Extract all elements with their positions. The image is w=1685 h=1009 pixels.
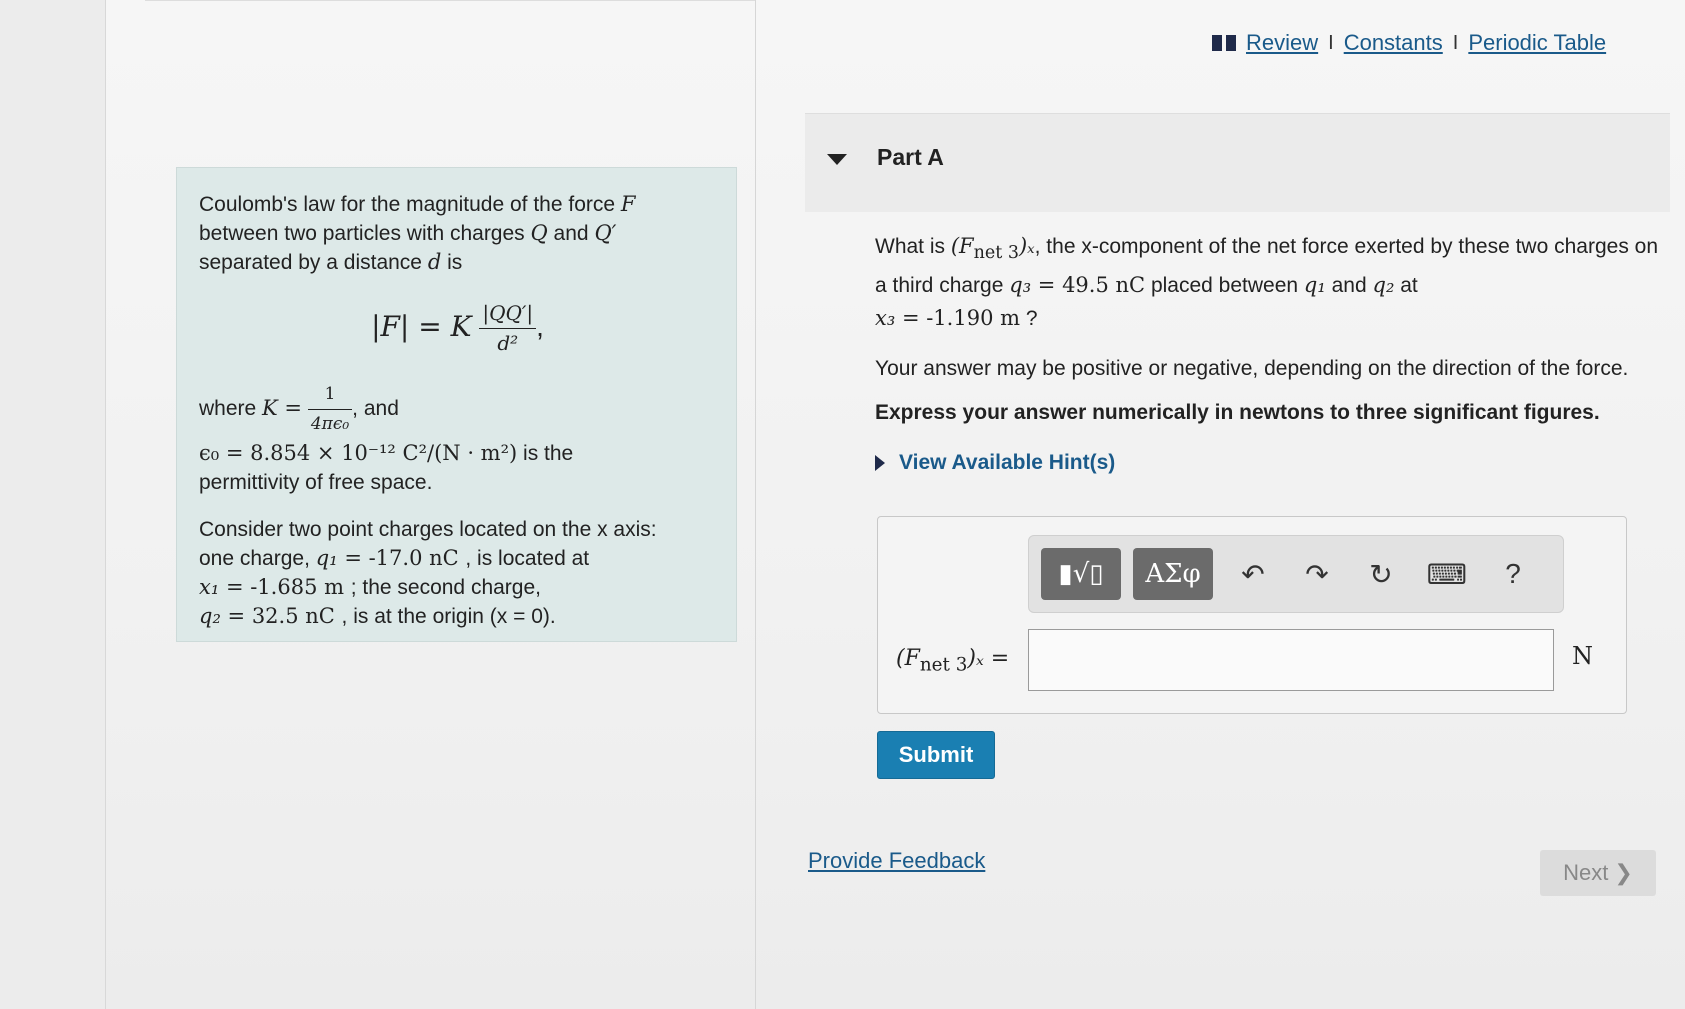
- column-divider: [755, 0, 756, 1009]
- charges-paragraph: Consider two point charges located on the x axis: one charge, q₁ = -17.0 nC , is located at x₁ = -1.685 m ; the second charge, q₂ = 32.5 nC , is at the origin (x = 0).: [199, 518, 657, 628]
- question-body: [875, 230, 1665, 479]
- link-separator: I: [1328, 31, 1334, 54]
- answer-label: $(F_{net 3})_x$ =: [896, 646, 1010, 676]
- greek-symbols-button[interactable]: ΑΣφ: [1133, 548, 1213, 600]
- answer-instruction: Express your answer numerically in newtons to three significant figures.: [875, 401, 1600, 425]
- intro-paragraph: Coulomb's law for the magnitude of the force F between two particles with charges Q and Q′ separated by a distance d is: [199, 192, 636, 274]
- answer-input[interactable]: [1028, 629, 1554, 691]
- view-hints-toggle[interactable]: [875, 447, 1665, 479]
- resource-links: [1212, 30, 1606, 56]
- chevron-right-icon: ❯: [1614, 860, 1633, 885]
- left-margin: [0, 0, 106, 1009]
- answer-panel: [877, 516, 1627, 714]
- help-icon[interactable]: ?: [1505, 558, 1521, 589]
- divider-line: [145, 0, 755, 1]
- part-a-header[interactable]: [805, 113, 1670, 212]
- question-text: What is $(F_{net 3})_x$, the x-component of the net force exerted by these two charges on a third charge q₃ = 49.5 nC placed between q₁ and q₂ at x₃ = -1.190 m ?: [875, 234, 1659, 331]
- constant-definition: where K = $\frac{1}{\text{4πϵ₀}}$ , and ϵ₀ = 8.854 × 10⁻¹² C²/(N · m²) is the permittivity of free space.: [199, 380, 716, 497]
- keyboard-icon[interactable]: ⌨: [1426, 558, 1468, 590]
- next-button[interactable]: [1540, 850, 1656, 896]
- redo-icon[interactable]: ↷: [1305, 558, 1329, 590]
- expand-arrow-icon: [875, 455, 885, 471]
- sign-note: Your answer may be positive or negative, depending on the direction of the force.: [875, 357, 1629, 381]
- provide-feedback-link[interactable]: Provide Feedback: [808, 848, 986, 873]
- collapse-caret-icon[interactable]: [827, 154, 847, 165]
- math-toolbar: [1028, 535, 1564, 613]
- review-link[interactable]: Review: [1246, 30, 1319, 55]
- unit-label: N: [1572, 642, 1593, 670]
- problem-statement: [176, 167, 737, 642]
- templates-button[interactable]: ▮√▯: [1041, 548, 1121, 600]
- part-title: Part A: [877, 144, 944, 170]
- periodic-table-link[interactable]: Periodic Table: [1468, 30, 1607, 55]
- reset-icon[interactable]: ↻: [1369, 558, 1393, 590]
- book-icon: [1212, 35, 1236, 51]
- constants-link[interactable]: Constants: [1343, 30, 1443, 55]
- coulomb-equation: |F| = K $\frac{|QQ'|}{\text{d²}}$ ,: [199, 299, 716, 358]
- undo-icon[interactable]: ↶: [1241, 558, 1265, 590]
- next-label: Next: [1563, 860, 1609, 885]
- link-separator: I: [1452, 31, 1459, 54]
- equation-fraction: $\frac{|QQ'|}{\text{d²}}$: [479, 299, 536, 358]
- hints-label: View Available Hint(s): [899, 451, 1116, 475]
- k-fraction: $\frac{1}{\text{4πϵ₀}}$: [308, 380, 352, 439]
- submit-button[interactable]: Submit: [877, 731, 995, 779]
